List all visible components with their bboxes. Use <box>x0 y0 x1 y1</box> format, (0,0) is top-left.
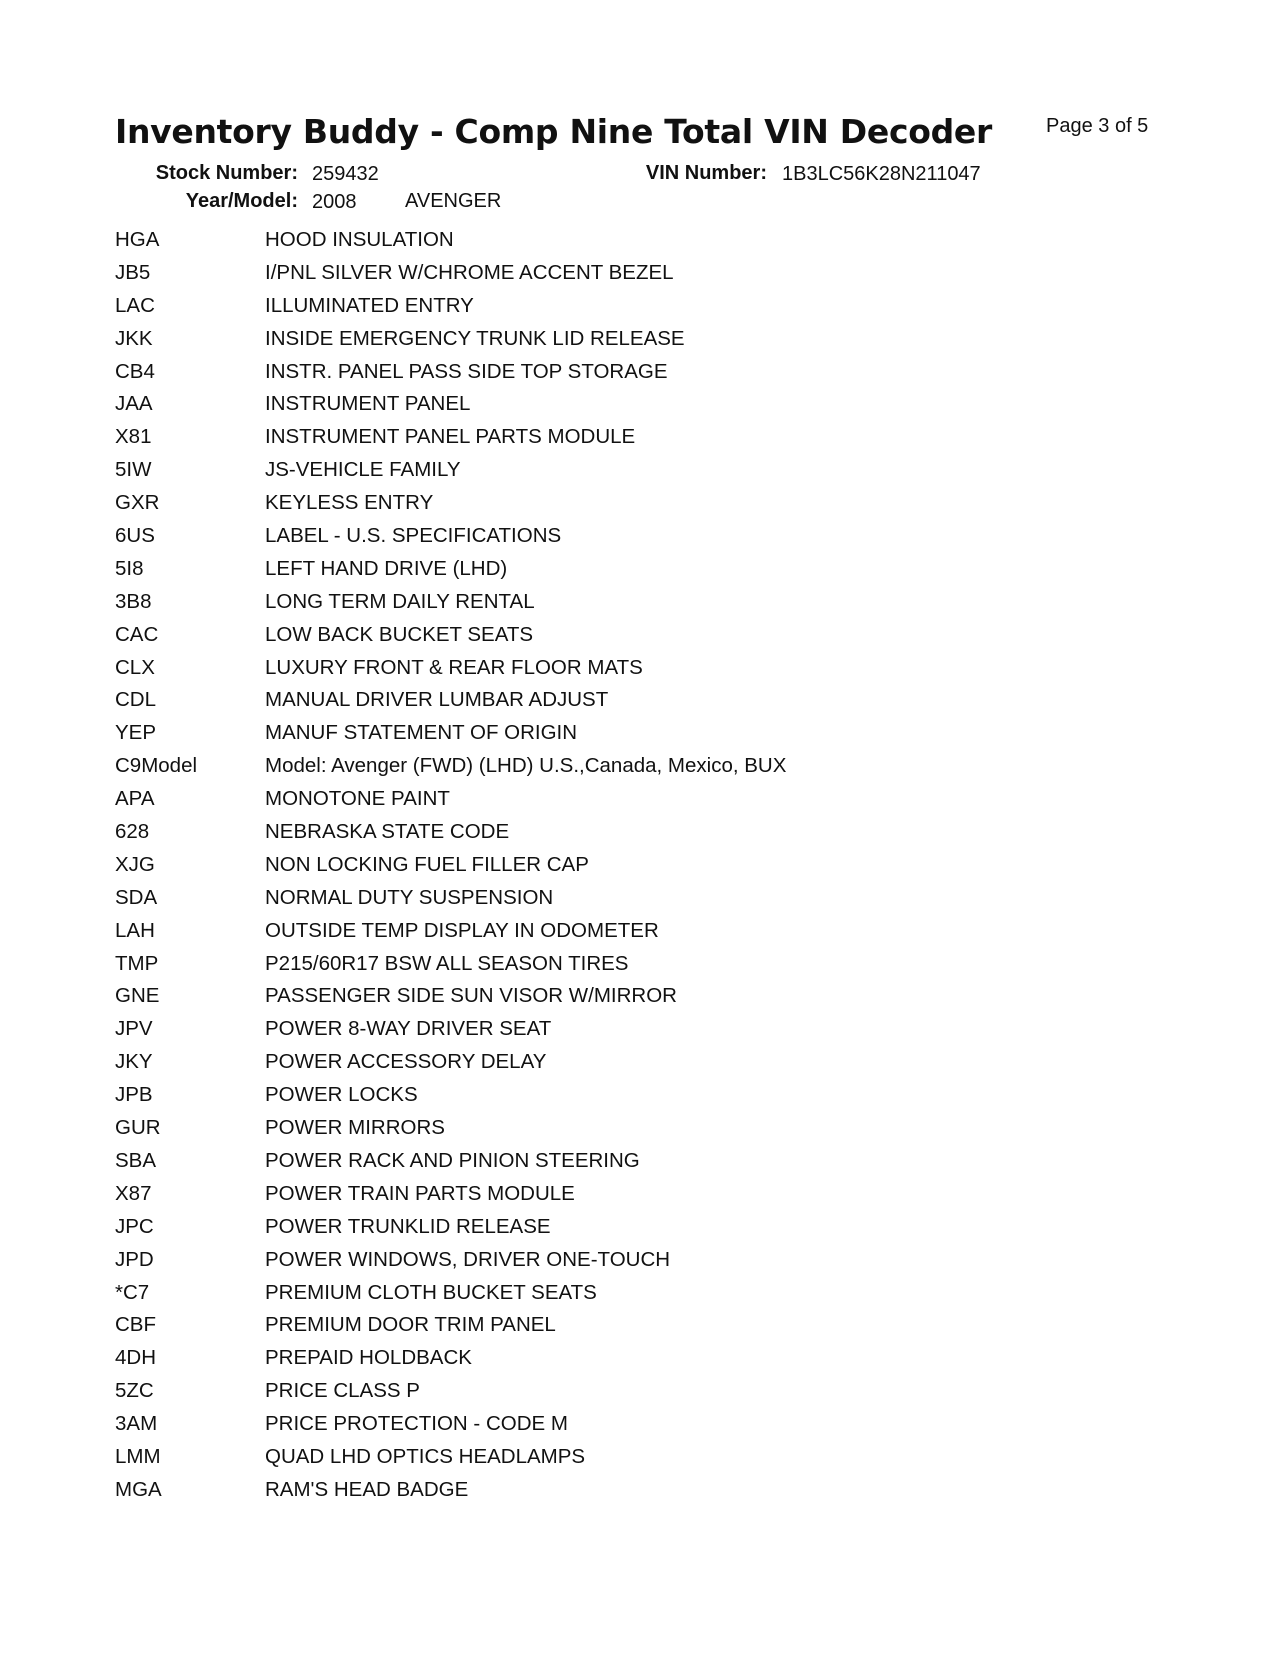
option-row <box>115 292 1115 325</box>
option-row <box>115 818 1115 851</box>
option-description: LOW BACK BUCKET SEATS <box>265 622 534 646</box>
option-row <box>115 950 1115 983</box>
model-value: AVENGER <box>405 190 502 212</box>
option-description: P215/60R17 BSW ALL SEASON TIRES <box>265 951 629 975</box>
option-row <box>115 654 1115 687</box>
option-row <box>115 259 1115 292</box>
vin-number-value: 1B3LC56K28N211047 <box>782 163 981 185</box>
option-code: CAC <box>115 622 159 646</box>
option-description: POWER TRAIN PARTS MODULE <box>265 1181 575 1205</box>
option-row <box>115 1147 1115 1180</box>
option-code: CBF <box>115 1313 156 1337</box>
option-description: I/PNL SILVER W/CHROME ACCENT BEZEL <box>265 260 674 284</box>
option-code: JPC <box>115 1214 154 1238</box>
option-code: JPD <box>115 1247 154 1271</box>
option-description: POWER 8-WAY DRIVER SEAT <box>265 1017 552 1041</box>
option-description: NEBRASKA STATE CODE <box>265 820 510 844</box>
option-code: SBA <box>115 1148 157 1172</box>
option-row <box>115 785 1115 818</box>
option-description: MANUAL DRIVER LUMBAR ADJUST <box>265 688 609 712</box>
vin-number-label: VIN Number: <box>645 162 767 184</box>
option-row <box>115 1410 1115 1443</box>
option-description: PREPAID HOLDBACK <box>265 1346 472 1370</box>
option-row <box>115 1048 1115 1081</box>
option-row <box>115 1015 1115 1048</box>
option-code: 5IW <box>115 458 152 482</box>
option-description: PASSENGER SIDE SUN VISOR W/MIRROR <box>265 984 677 1008</box>
option-row <box>115 555 1115 588</box>
option-code: 628 <box>115 820 150 844</box>
option-description: OUTSIDE TEMP DISPLAY IN ODOMETER <box>265 918 659 942</box>
option-row <box>115 1311 1115 1344</box>
option-description: KEYLESS ENTRY <box>265 491 434 515</box>
option-row <box>115 423 1115 456</box>
option-code: 6US <box>115 524 155 548</box>
option-description: PRICE PROTECTION - CODE M <box>265 1412 568 1436</box>
option-description: PRICE CLASS P <box>265 1379 420 1403</box>
page-title: Inventory Buddy - Comp Nine Total VIN Decoder <box>115 112 992 151</box>
option-row <box>115 686 1115 719</box>
option-code: JKK <box>115 326 153 350</box>
option-code: 4DH <box>115 1346 157 1370</box>
option-code: 5ZC <box>115 1379 154 1403</box>
option-code: JB5 <box>115 260 151 284</box>
option-row <box>115 917 1115 950</box>
option-row <box>115 719 1115 752</box>
option-row <box>115 1344 1115 1377</box>
option-code: GXR <box>115 491 160 515</box>
option-code: LMM <box>115 1444 161 1468</box>
option-code: 3AM <box>115 1412 158 1436</box>
option-code: CDL <box>115 688 157 712</box>
option-description: LABEL - U.S. SPECIFICATIONS <box>265 524 562 548</box>
option-row <box>115 325 1115 358</box>
option-description: INSTR. PANEL PASS SIDE TOP STORAGE <box>265 359 668 383</box>
option-description: LEFT HAND DRIVE (LHD) <box>265 556 508 580</box>
option-code: 3B8 <box>115 589 152 613</box>
option-code: JAA <box>115 392 153 416</box>
option-row <box>115 522 1115 555</box>
option-code: 5I8 <box>115 556 144 580</box>
option-row <box>115 1246 1115 1279</box>
option-description: JS-VEHICLE FAMILY <box>265 458 461 482</box>
option-description: INSIDE EMERGENCY TRUNK LID RELEASE <box>265 326 685 350</box>
option-row <box>115 489 1115 522</box>
option-description: POWER ACCESSORY DELAY <box>265 1050 547 1074</box>
option-code: MGA <box>115 1477 162 1501</box>
option-code: JPV <box>115 1017 153 1041</box>
option-code: GNE <box>115 984 160 1008</box>
option-description: MONOTONE PAINT <box>265 787 450 811</box>
option-row <box>115 1114 1115 1147</box>
option-description: MANUF STATEMENT OF ORIGIN <box>265 721 578 745</box>
option-code: *C7 <box>115 1280 150 1304</box>
option-description: RAM'S HEAD BADGE <box>265 1477 469 1501</box>
option-row <box>115 226 1115 259</box>
option-row <box>115 982 1115 1015</box>
option-code: LAC <box>115 293 155 317</box>
option-code: TMP <box>115 951 159 975</box>
year-value: 2008 <box>312 191 357 213</box>
option-row <box>115 1377 1115 1410</box>
option-row <box>115 752 1115 785</box>
option-code: YEP <box>115 721 157 745</box>
option-row <box>115 851 1115 884</box>
option-description: LUXURY FRONT & REAR FLOOR MATS <box>265 655 643 679</box>
option-description: POWER LOCKS <box>265 1083 418 1107</box>
option-row <box>115 1476 1115 1509</box>
option-code: CLX <box>115 655 155 679</box>
stock-number-label: Stock Number: <box>155 162 298 184</box>
option-description: HOOD INSULATION <box>265 228 454 251</box>
option-description: LONG TERM DAILY RENTAL <box>265 589 535 613</box>
option-row <box>115 1279 1115 1312</box>
option-description: PREMIUM DOOR TRIM PANEL <box>265 1313 556 1337</box>
option-description: ILLUMINATED ENTRY <box>265 293 474 317</box>
option-description: INSTRUMENT PANEL PARTS MODULE <box>265 425 636 449</box>
option-description: QUAD LHD OPTICS HEADLAMPS <box>265 1444 586 1468</box>
option-row <box>115 358 1115 391</box>
option-code: JKY <box>115 1050 153 1074</box>
option-code: CB4 <box>115 359 155 383</box>
option-description: POWER MIRRORS <box>265 1116 445 1140</box>
option-description: INSTRUMENT PANEL <box>265 392 471 416</box>
option-code: GUR <box>115 1116 161 1140</box>
option-code: APA <box>115 787 155 811</box>
option-code: HGA <box>115 228 160 251</box>
option-row <box>115 1180 1115 1213</box>
option-row <box>115 1081 1115 1114</box>
option-row <box>115 884 1115 917</box>
option-row <box>115 1443 1115 1476</box>
option-description: NON LOCKING FUEL FILLER CAP <box>265 852 589 876</box>
option-code: XJG <box>115 852 155 876</box>
option-description: POWER WINDOWS, DRIVER ONE-TOUCH <box>265 1247 671 1271</box>
stock-number-value: 259432 <box>312 163 379 185</box>
option-code: X87 <box>115 1181 152 1205</box>
page-indicator: Page 3 of 5 <box>1046 115 1149 137</box>
option-row <box>115 621 1115 654</box>
option-code: SDA <box>115 885 158 909</box>
option-code-list <box>115 226 1115 1509</box>
option-row <box>115 456 1115 489</box>
option-description: POWER TRUNKLID RELEASE <box>265 1214 551 1238</box>
option-description: PREMIUM CLOTH BUCKET SEATS <box>265 1280 597 1304</box>
option-row <box>115 588 1115 621</box>
option-code: JPB <box>115 1083 153 1107</box>
option-code: LAH <box>115 918 155 942</box>
year-model-label: Year/Model: <box>185 190 298 212</box>
option-row <box>115 1213 1115 1246</box>
option-description: NORMAL DUTY SUSPENSION <box>265 885 554 909</box>
option-code: C9Model <box>115 754 198 778</box>
option-row <box>115 390 1115 423</box>
option-description: POWER RACK AND PINION STEERING <box>265 1148 640 1172</box>
option-code: X81 <box>115 425 152 449</box>
option-description: Model: Avenger (FWD) (LHD) U.S.,Canada, Mexico, BUX <box>265 754 787 778</box>
